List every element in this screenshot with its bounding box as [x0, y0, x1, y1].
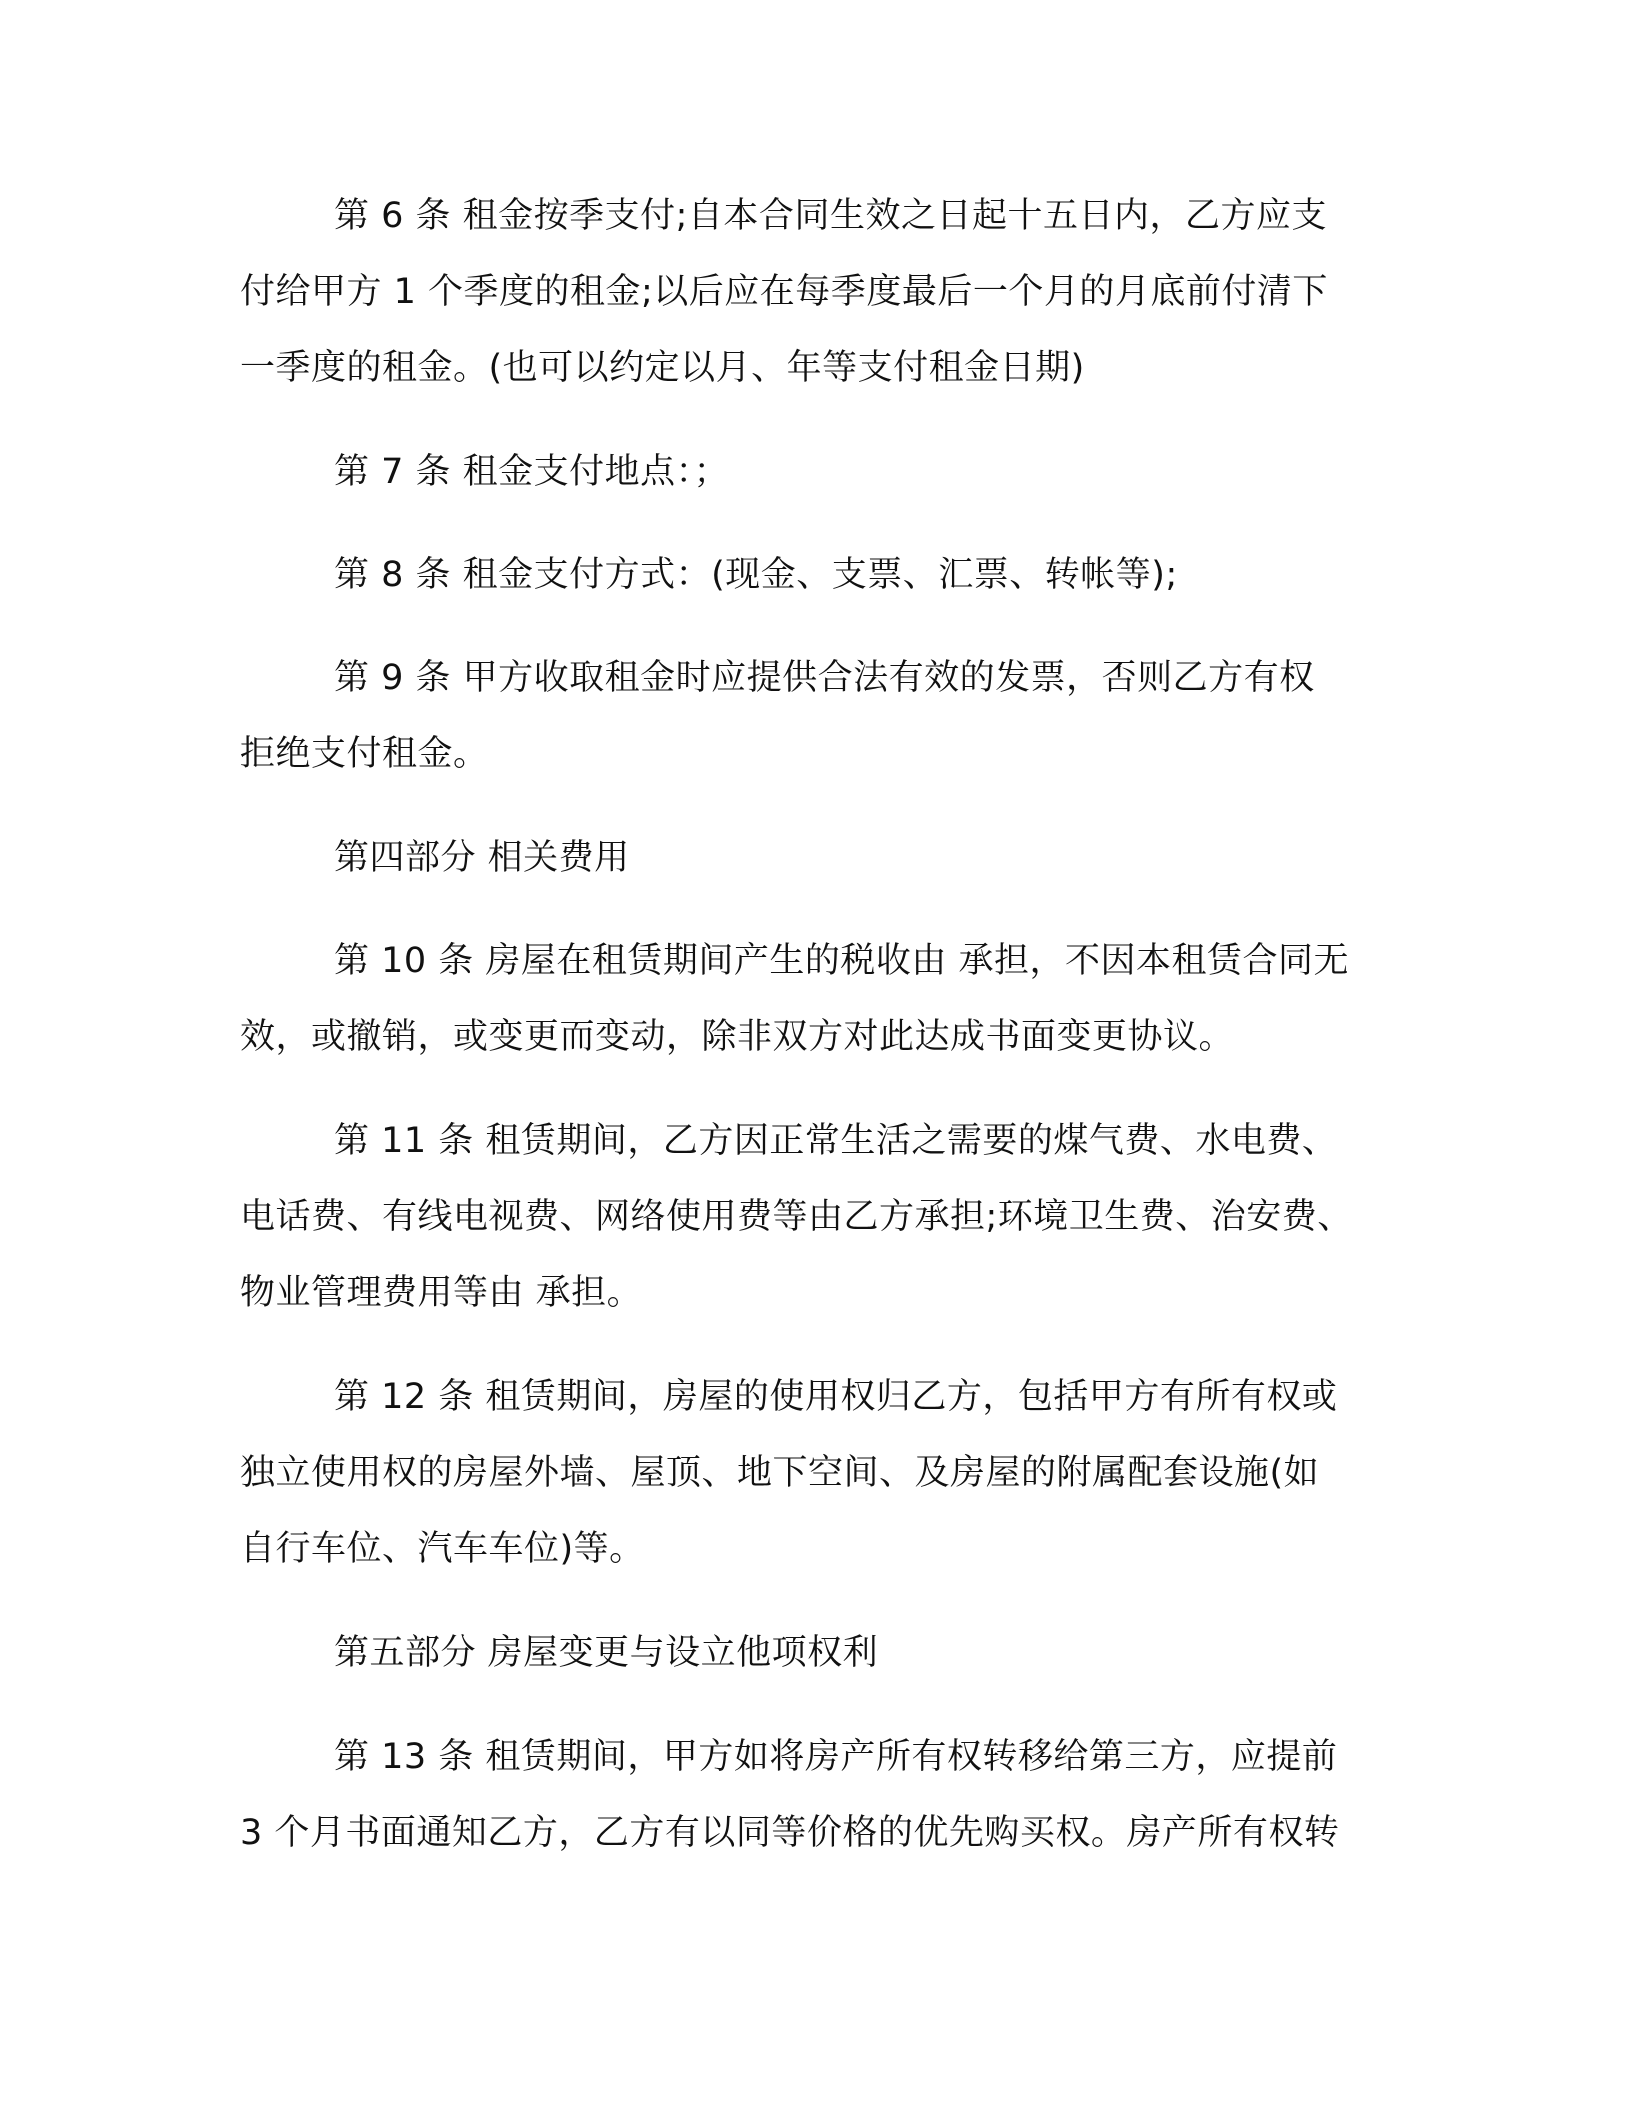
article-9-line-1: 第 9 条 甲方收取租金时应提供合法有效的发票，否则乙方有权: [334, 658, 1315, 698]
article-12-line-2: 独立使用权的房屋外墙、屋顶、地下空间、及房屋的附属配套设施(如: [240, 1453, 1320, 1493]
article-6-line-1: 第 6 条 租金按季支付;自本合同生效之日起十五日内，乙方应支: [334, 196, 1327, 236]
article-12-line-1: 第 12 条 租赁期间，房屋的使用权归乙方，包括甲方有所有权或: [334, 1377, 1338, 1417]
article-6-line-2: 付给甲方 1 个季度的租金;以后应在每季度最后一个月的月底前付清下: [240, 272, 1328, 312]
article-13-line-2: 3 个月书面通知乙方，乙方有以同等价格的优先购买权。房产所有权转: [240, 1813, 1340, 1853]
article-8-line-1: 第 8 条 租金支付方式：(现金、支票、汇票、转帐等);: [334, 555, 1178, 595]
article-10-line-2: 效，或撤销，或变更而变动，除非双方对此达成书面变更协议。: [240, 1017, 1235, 1057]
article-11-line-2: 电话费、有线电视费、网络使用费等由乙方承担;环境卫生费、治安费、: [240, 1197, 1353, 1237]
section-heading-part-5: 第五部分 房屋变更与设立他项权利: [334, 1633, 879, 1673]
article-10-line-1: 第 10 条 房屋在租赁期间产生的税收由 承担，不因本租赁合同无: [334, 941, 1350, 981]
article-9-line-2: 拒绝支付租金。: [240, 734, 489, 774]
article-7-line-1: 第 7 条 租金支付地点：；: [334, 452, 730, 492]
article-11-line-1: 第 11 条 租赁期间，乙方因正常生活之需要的煤气费、水电费、: [334, 1121, 1338, 1161]
article-13-line-1: 第 13 条 租赁期间，甲方如将房产所有权转移给第三方，应提前: [334, 1737, 1338, 1777]
section-heading-part-4: 第四部分 相关费用: [334, 838, 630, 878]
article-12-line-3: 自行车位、汽车车位)等。: [240, 1529, 645, 1569]
article-6-line-3: 一季度的租金。(也可以约定以月、年等支付租金日期): [240, 348, 1085, 388]
article-11-line-3: 物业管理费用等由 承担。: [240, 1273, 643, 1313]
